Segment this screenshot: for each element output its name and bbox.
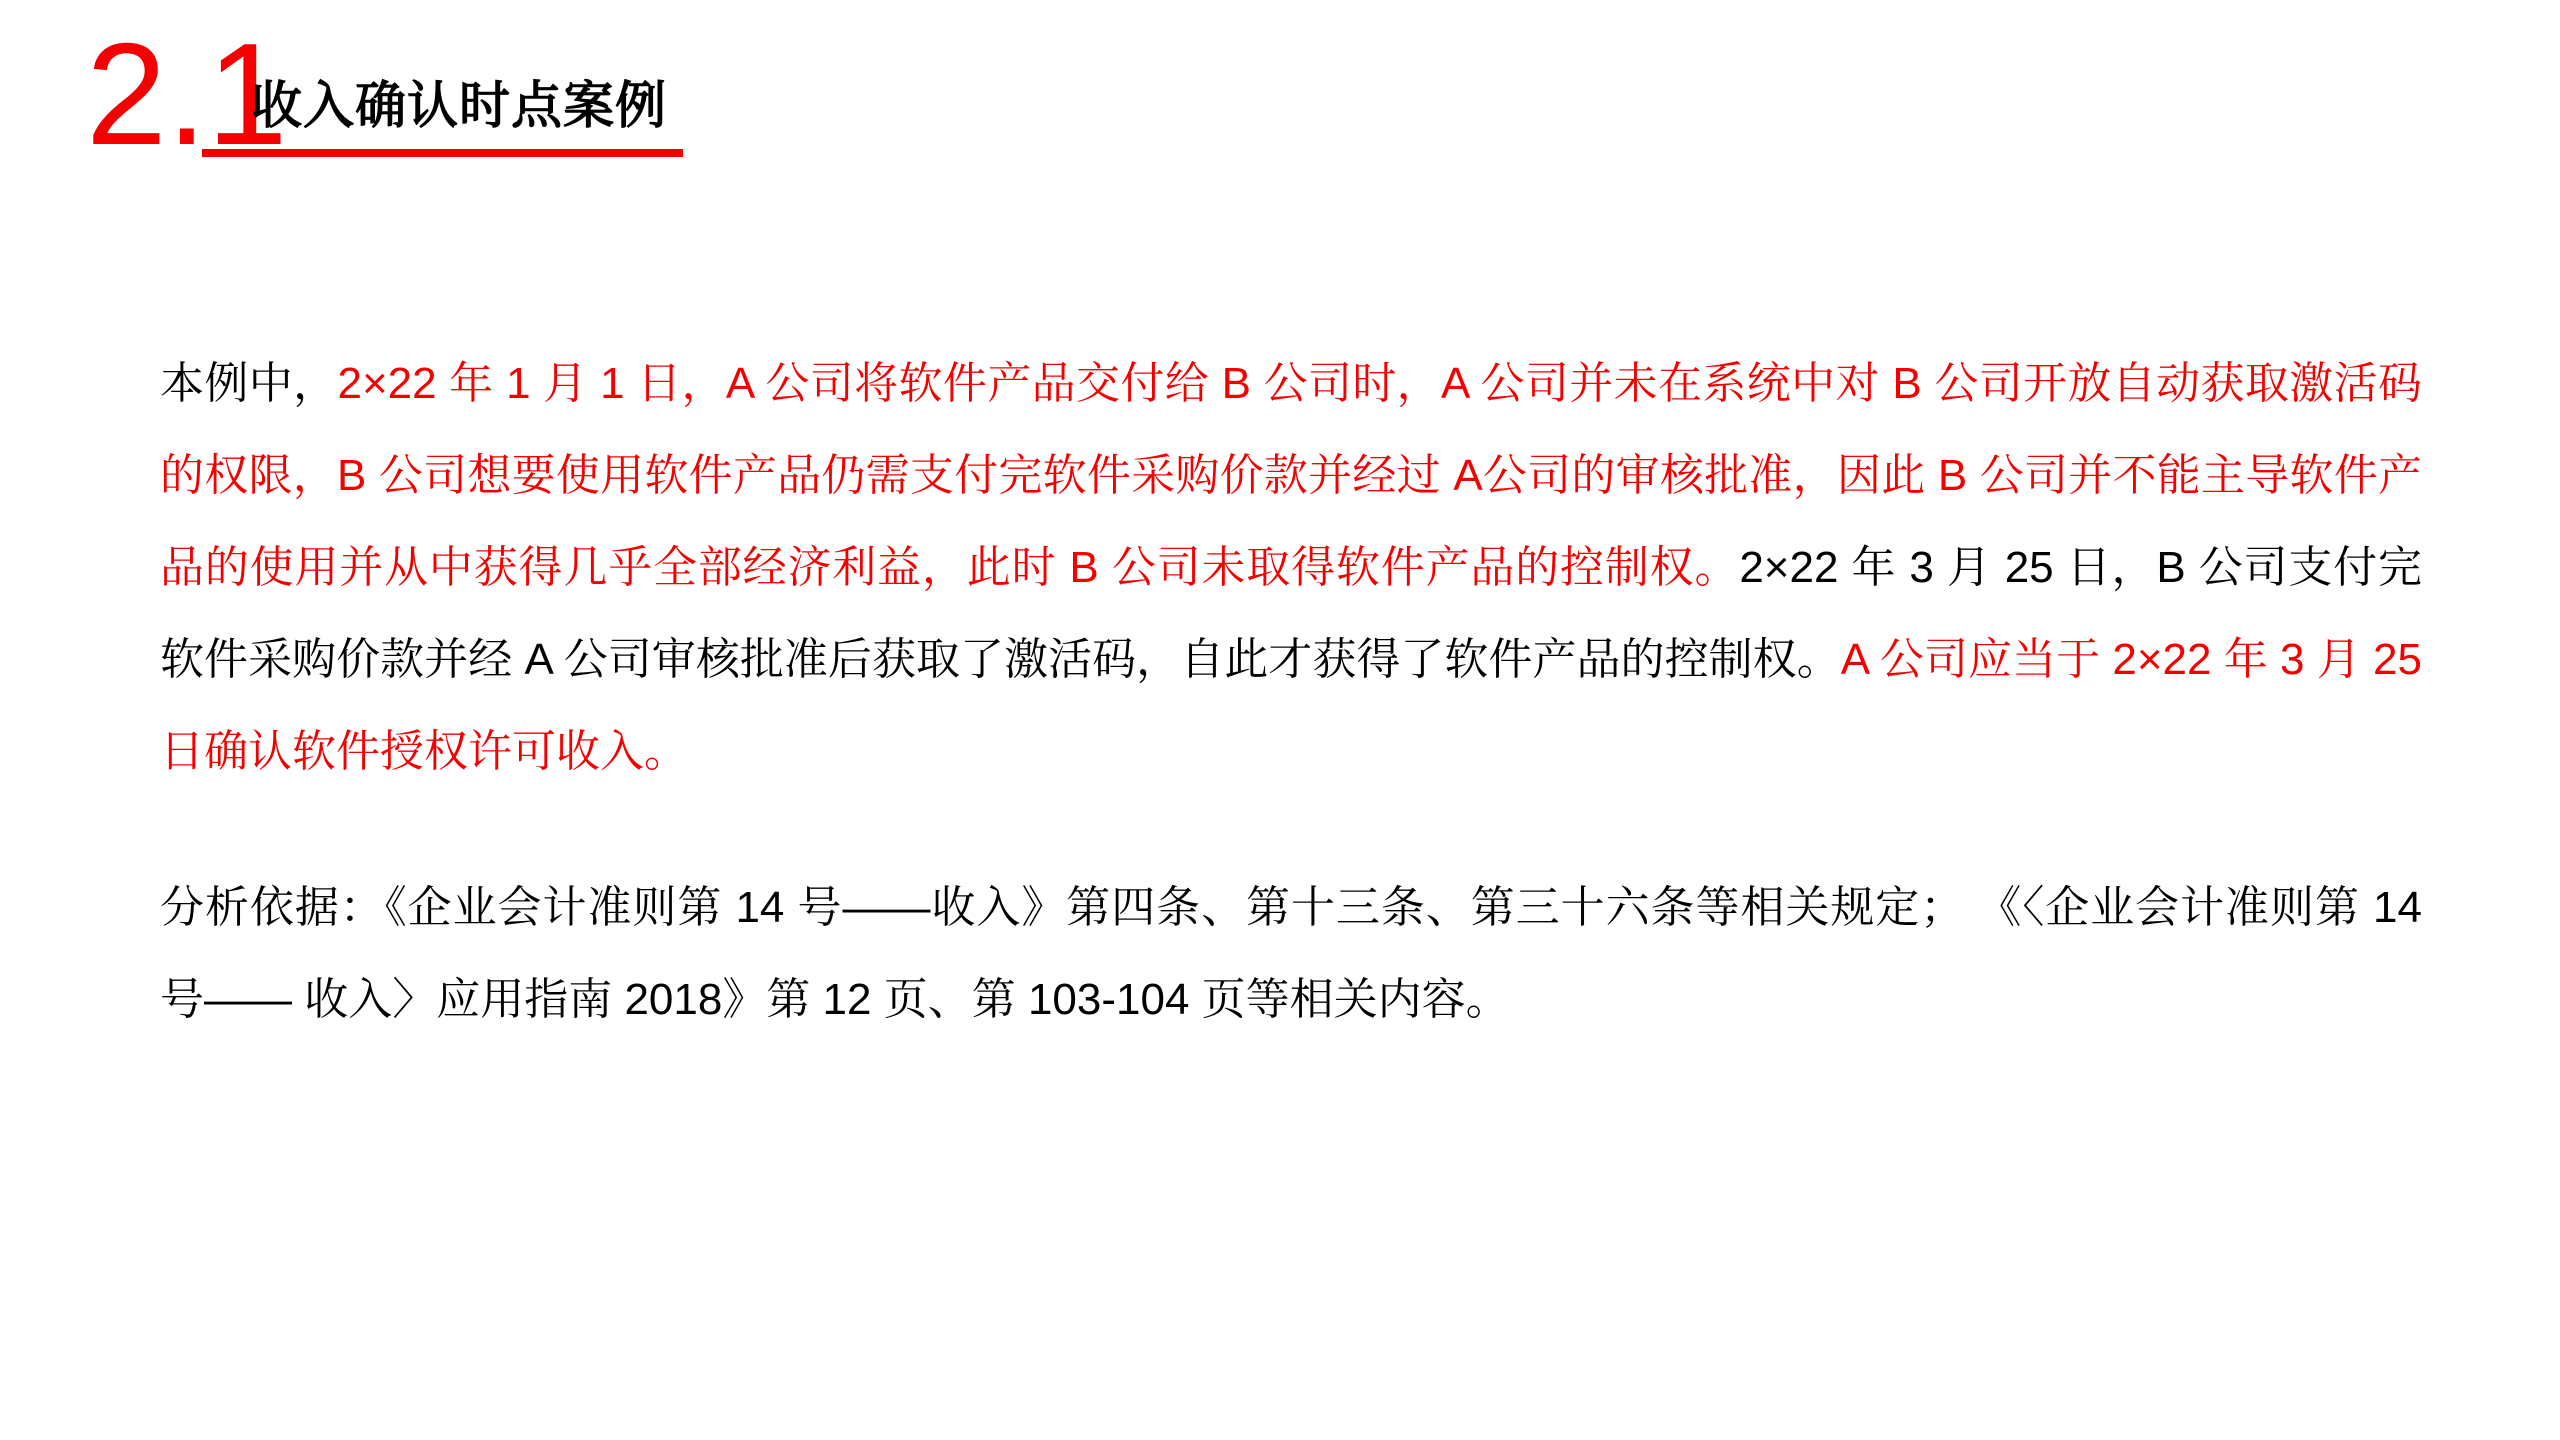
analysis-paragraph [160,862,2422,1046]
page-title: 收入确认时点案例 [251,77,668,134]
case-run-2: 2×22 年 1 月 1 日，A 公司将软件产品交付给 B 公司时，A 公司并未在系统中对 B 公司开放自动获取激活码的权限，B 公司想要使用软件产品仍需支付完软件采购价款并经过 A公司的审核批准，因此 B 公司并不能主导软件产品的使用并从中获得几乎全部经济利益，此时 B 公司未取得软件产品的控制权。 [160,359,2423,592]
slide-body [160,338,2422,1046]
case-run-4: A 公司应当于 2×22 年 3 月 25 日确认软件授权许可收入。 [160,635,2422,776]
section-number: 2.1 [86,13,288,175]
analysis-run-1: 分析依据：《企业会计准则第 14 号——收入》第四条、第十三条、第三十六条等相关规定； 《〈企业会计准则第 14 号—— 收入〉应用指南 2018》第 12 页、第 103-104 页等相关内容。 [160,883,2422,1024]
case-run-3: 2×22 年 3 月 25 日，B 公司支付完软件采购价款并经 A 公司审核批准后获取了激活码，自此才获得了软件产品的控制权。 [160,543,2423,684]
case-paragraph [160,338,2422,798]
case-run-1: 本例中， [160,359,338,408]
